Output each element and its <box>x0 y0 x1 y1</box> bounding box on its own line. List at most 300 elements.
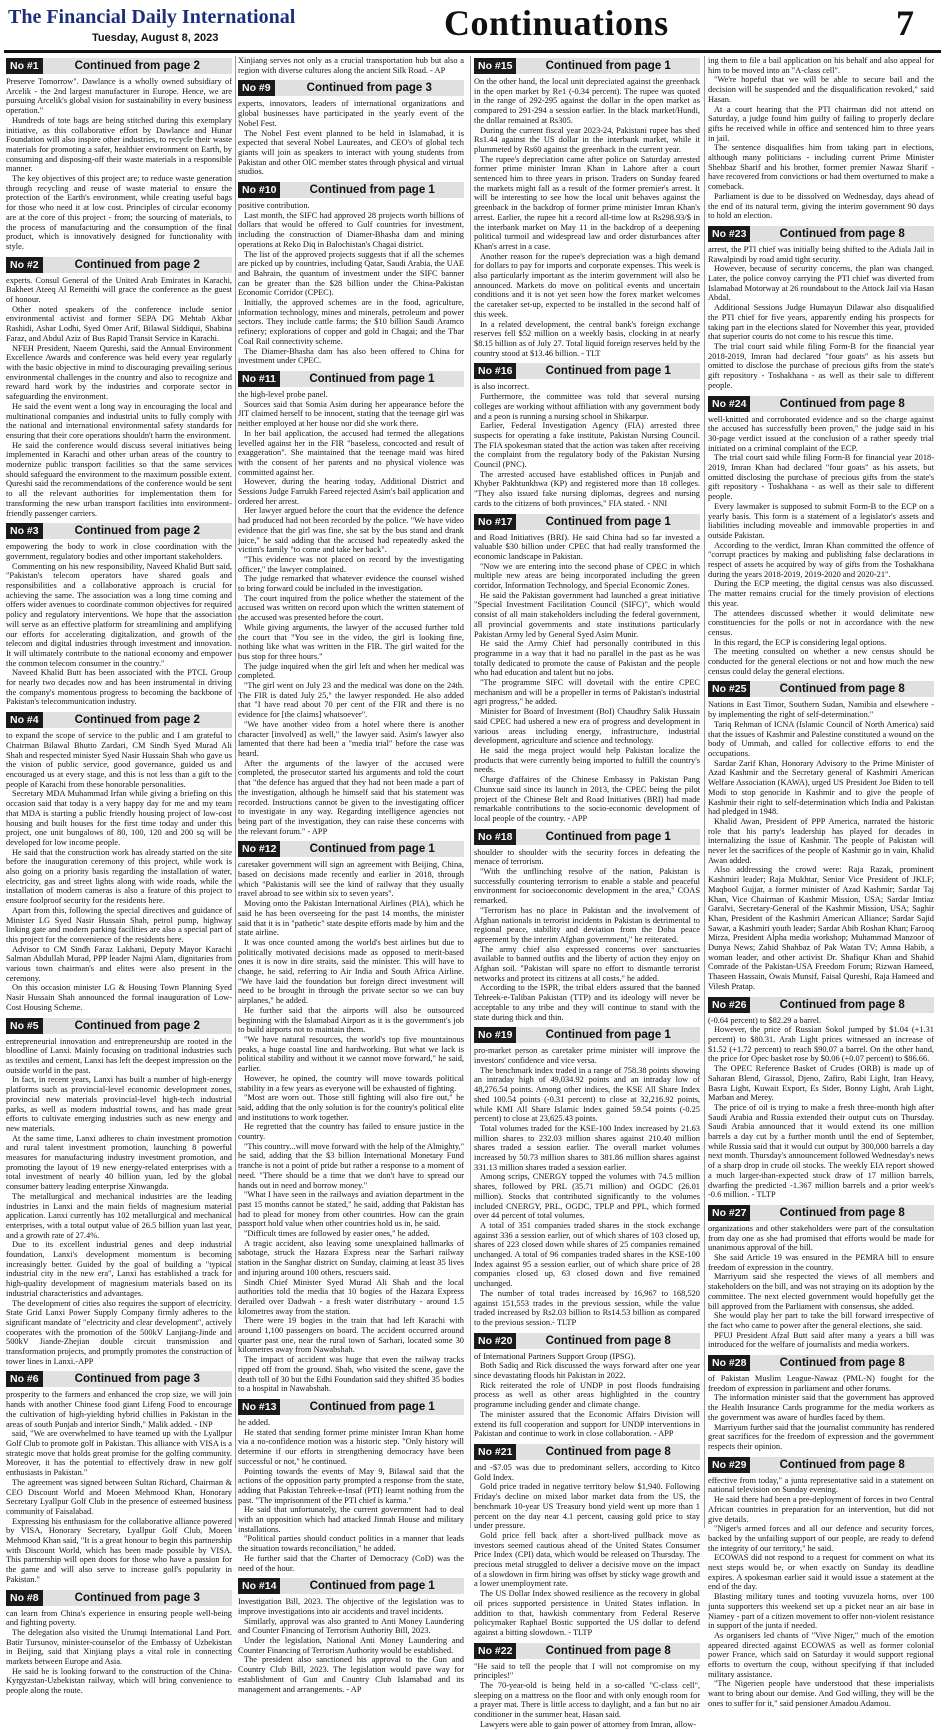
story-paragraph: Commenting on his new responsibility, Naveed Khalid Butt said, "Pakistan's telecom operators have shared goals and responsibilities and a collaborative approach is crucial for achieving the same. The association was a long time coming and offers wider avenues to coordinate common objectives for required policy and regulatory interventions. We hope that the association will serve as an effective platform for streamlining and amplifying our efforts for accelerating digitalization, and growth of the telecom and digital industries through investment and innovation. It will ultimately contribute to the national economy and empower the common telecom consumer in the country." <box>6 561 232 668</box>
story-paragraph: (-0.64 percent) to $82.29 a barrel. <box>708 1015 822 1025</box>
continued-from-label: Continued from page 1 <box>516 514 700 530</box>
story-paragraph: Sindh Chief Minister Syed Murad Ali Shah and the local authorities told the media that 10 bogies of the Hazara Express derailed over Dadwah - a fresh water distributary - around 1.5 kilometres away from the station. <box>238 1277 464 1316</box>
continued-from-label: Continued from page 1 <box>280 182 464 198</box>
story-paragraph: Khalid Awan, President of PPP America, narrated the historic role that his party's leadership has played for decades in internalizing the issue of Kashmir. The people of Pakistan will never let the sacrifices of the people of Kashmir go in vain, Khalid Awan added. <box>708 816 934 865</box>
continuation-block <box>474 1027 700 1327</box>
continued-from-label: Continued from page 2 <box>43 712 232 728</box>
story-paragraph: the high-level probe panel. <box>238 389 328 399</box>
continued-from-label: Continued from page 8 <box>750 226 934 242</box>
story-number-badge: No #3 <box>6 523 43 539</box>
story-body <box>708 1016 934 1200</box>
story-paragraph: According to the ISPR, the tribal elders assured that the banned Tehreek-e-Taliban Pakistan (TTP) and its ideology will never be acceptable to any tribe and they will continue to stand with the state during thick and thin. <box>474 983 700 1022</box>
story-paragraph: Also addressing the crowd were: Raja Razak, prominent Kashmiri leader; Raja Mukhtar, Senior Vice President of JKLF; Maqbool Gujjar, a former minister of Azad Kashmir; Sardar Taj Khan, Vice Chairman of Kashmir Mission, USA; Sardar Imtiaz Garalvi, Secretary-General of the Kashmir Mission, USA; Saghir Khan, President of the Kashmiri American Alliance; Sardar Sajid Sawar, a Kashmiri youth leader; Sardar Abib Roshan Khan; Farooq Mirza, President Alpha media workshop; Muhammad Manzoor of Dunya News; Zahid Shahbaz of Pak Watan TV; Amna Habib, a woman leader, and other activist Dr. Shafiqur Khan and Shahid Comrade of the Pakistan-USA Freedom Forum; Rizwan Hameed, Thaseen Hassain, Owais Munsif, Faisal Qureshi, Raja Hameed and Vilesh Pratap. <box>708 865 934 991</box>
story-paragraph: experts. Consul General of the United Arab Emirates in Karachi, Bakheet Ateeq Al Remeithi will grace the conference as the guest of honour. <box>6 275 232 305</box>
column-divider <box>704 56 705 1528</box>
continuation-header <box>238 1399 464 1415</box>
story-paragraph: of International Partners Support Group (IPSG). <box>474 1351 636 1361</box>
story-number-badge: No #20 <box>474 1333 516 1349</box>
continuation-block <box>6 1371 232 1584</box>
story-paragraph: He said he is looking forward to the construction of the China-Kyrgyzstan-Uzbekistan railway, which will bring convenience to people along the route. <box>6 1666 232 1696</box>
story-paragraph: The list of the approved projects suggests that if all the schemes are picked up by countries, including Qatar, Saudi Arabia, the UAE and Bahrain, the quantum of investment under the SIFC banner can be greater than the $28 billion under the China-Pakistan Economic Corridor (CPEC). <box>238 249 464 298</box>
story-number-badge: No #15 <box>474 58 516 74</box>
story-paragraph: "The Nigerien people have understood that these imperialists want to bring about our demise. And God willing, they will be the ones to suffer for it," said pensioner Amadou Adamou. <box>708 1679 934 1708</box>
story-paragraph: Her lawyer argued before the court that the evidence the defence had produced had not been recorded by the police. "We have video evidence that the girl was fine, she sat by the bus stand and drank juice," he said adding that the accused had repeatedly asked the victim's family "to come and take her back". <box>238 506 464 555</box>
story-number-badge: No #9 <box>238 80 275 96</box>
continued-from-label: Continued from page 8 <box>750 396 934 412</box>
story-paragraph: Gold price traded in negative territory below $1,940. Following Friday's decline on mixed labor market data from the US, the benchmark 10-year US Treasury bond yield went up more than 1 percent on the day near 4.1 percent, causing gold price to stay under pressure. <box>474 1482 700 1531</box>
story-paragraph: Xinjiang serves not only as a crucial transportation hub but also a region with diverse cultures along the ancient Silk Road. - AP <box>238 56 464 75</box>
story-paragraph: At a court hearing that the PTI chairman did not attend on Saturday, a judge found him guilty of failing to properly declare gifts he received while in office and sentenced him to three years in jail. <box>708 104 934 143</box>
continuation-block <box>708 1457 934 1709</box>
story-paragraph: In a related development, the central bank's foreign exchange reserves fell $52 million on a weekly basis, clocking in at nearly $8.15 billion as of July 27. Total liquid foreign reserves held by the country stood at $13.46 billion. - TLT <box>474 319 700 358</box>
story-body <box>474 533 700 824</box>
story-body <box>474 848 700 1023</box>
continuation-header <box>474 58 700 74</box>
story-body <box>6 1037 232 1367</box>
story-paragraph: "Now we are entering into the second phase of CPEC in which multiple new areas are being incorporated including the green corridor, Information Technology, and Special Economic Zones. <box>474 561 700 591</box>
story-paragraph: caretaker government will sign an agreement with Beijing, China, based on decisions made recently and earlier in 2018, through which "Pakistanis will see the kind of railway that they usually travel abroad to see within six to seven years". <box>238 860 464 899</box>
story-paragraph: The trial court said while filing Form-B for financial year 2018-2019, Imran Khan had declared "four goats" as his assets, but omitted disclosing the purchase of precious gifts from the state's gift repository - Toshakhana - as well as their sale to different people. <box>708 453 934 502</box>
story-number-badge: No #12 <box>238 841 280 857</box>
continuation-header <box>708 1355 934 1371</box>
story-paragraph: Moving onto the Pakistan International Airlines (PIA), which he said he has been overseeing for the past 14 months, the minister said that it is in "pathetic" state despite efforts made by him and the state airline. <box>238 899 465 938</box>
story-paragraph: The Diamer-Bhasha dam has also been offered to China for investment under CPEC. <box>238 346 464 366</box>
story-paragraph: The sentence disqualifies him from taking part in elections, although many politicians - including current Prime Minister Shehbaz Sharif and his brother, former premier Nawaz Sharif - have recovered from convictions or had them overturned to make a comeback. <box>708 143 934 192</box>
story-paragraph: Last month, the SIFC had approved 28 projects worth billions of dollars that would be offered to Gulf countries for investment, including the construction of Diamer-Bhasha dam and mining operations at Reko Diq in Balochistan's Chagai district. <box>238 210 464 249</box>
story-paragraph: "Niger's armed forces and all our defence and security forces, backed by the unfailing support of our people, are ready to defend the integrity of our territory," he said. <box>708 1524 934 1553</box>
story-paragraph: The number of total trades increased by 16,967 to 168,520 against 151,553 trades in the previous session, while the value traded increased by Rs2.03 billion to Rs14.53 billion as compared to the previous session.- TLTP <box>474 1288 700 1327</box>
issue-date: Tuesday, August 8, 2023 <box>92 32 219 44</box>
story-paragraph: Every lawmaker is supposed to submit Form-B to the ECP on a yearly basis. This form is a statement of a legislator's assets and liabilities including moveable and immovable properties in and outside Pakistan. <box>708 501 934 540</box>
story-paragraph: Tariq Rehman of ICNA (Islamic Council of North America) said that the issues of Kashmir and Palestine constituted a wound on the body of Ummah, and called for collective efforts to end the occupations. <box>708 719 934 758</box>
story-paragraph: However, he opined, the country will move towards political stability in a few years as everyone will be exhausted of fighting. <box>238 1073 464 1093</box>
continuation-block <box>474 829 700 1023</box>
story-paragraph: Preserve Tomorrow". Dawlance is a wholly owned subsidiary of Arcelik - the 2nd largest manufacturer in Europe. Hence, we are pursuing Arcelik's global vision for sustainability in every business operation." <box>6 77 232 116</box>
story-paragraph: he added. <box>238 1418 271 1427</box>
story-paragraph: "The girl went on July 23 and the medical was done on the 24th. The FIR is dated July 25," the lawyer responded. He also added that "I have read about 70 per cent of the FIR and there is no evidence for [the claims] whatsoever". <box>238 681 464 720</box>
continued-from-label: Continued from page 8 <box>750 1205 934 1221</box>
story-number-badge: No #2 <box>6 257 43 273</box>
story-paragraph: The rupee's depreciation came after police on Saturday arrested former prime minister Imran Khan in Lahore after a court sentenced him to three years in prison. Traders on Sunday feared the markets might fall as a result of the former premier's arrest. It will be interesting to see how the local unit behaves against the greenback in the backdrop of former prime minister Imran Khan's arrest. Earlier, the rupee hit a record all-time low at Rs298.93/$ in the interbank market on May 11 in the backdrop of a deepening political turmoil and widespread law and order disturbances after Khan's arrest in a case. <box>474 154 700 251</box>
continuation-block <box>474 1333 700 1439</box>
story-paragraph: "This evidence was not placed on record by the investigating officer," the lawyer complained. <box>238 554 464 574</box>
story-paragraph: Charge d'affaires of the Chinese Embassy in Pakistan Pang Chunxue said since its launch in 2013, the CPEC being the pilot project of the Chinese Belt and Road Initiatives (BRI) had made remarkable contributions to the socio-economic development of local people of the country. - APP <box>474 775 700 823</box>
story-paragraph: Parliament is due to be dissolved on Wednesday, days ahead of the end of its natural term, giving the interim government 90 days to hold an election. <box>708 191 934 221</box>
continued-from-label: Continued from page 1 <box>516 829 700 845</box>
story-paragraph: to expand the scope of service to the public and I am grateful to Chairman Bilawal Bhutto Zardari, CM Sindh Syed Murad Ali Shah and respected minister Syed Nasir Hussain Shah who gave us the vision of public service, good governance, guided us and encouraged us at every stage, and this is not less than a gift to the people of Karachi from these honorable personalities. <box>6 731 232 789</box>
story-paragraph: "Difficult times are followed by easier ones," he added. <box>244 1229 430 1239</box>
column-divider <box>470 56 471 1528</box>
story-number-badge: No #27 <box>708 1205 750 1221</box>
continuation-header <box>708 226 934 242</box>
story-body <box>238 860 464 1394</box>
story-body <box>238 56 464 75</box>
continuation-block <box>6 1590 232 1696</box>
story-paragraph: He further said that the airports will also be outsourced beginning with the Islamabad Airport as it is the government's job to build airports not to maintain them. <box>238 1005 464 1035</box>
story-paragraph: As organisers led chants of "Vive Niger," much of the emotion appeared directed against ECOWAS as well as former colonial power France, which said on Saturday it would support regional efforts to overturn the coup, without specifying if that included military assistance. <box>708 1630 934 1679</box>
story-paragraph: "We're hopeful that we will be able to secure bail and the decision will be suspended and the disqualification revoked," said Hasan. <box>708 75 934 104</box>
story-number-badge: No #14 <box>238 1578 280 1594</box>
story-paragraph: On the other hand, the local unit depreciated against the greenback in the open market by Re1 (-0.34 percent). The rupee was quoted in the range of 292-295 against the dollar in the open market as compared to 291-294 a session earlier. In the black market/Hundi, the dollar remained at Rs305. <box>474 77 700 125</box>
story-paragraph: effective from today," a junta representative said in a statement on national television on Sunday evening. <box>708 1475 934 1495</box>
continued-from-label: Continued from page 8 <box>750 997 934 1013</box>
story-paragraph: A tragic accident, also leaving some unexplained hallmarks of sabotage, struck the Hazara Express near the Sarhari railway station in the Sanghar district on Sunday, claiming at least 35 lives and injuring around 100 others, rescuers said. <box>238 1238 464 1277</box>
story-paragraph: "Political parties should conduct politics in a manner that leads the situation towards reconciliation," he added. <box>238 1534 464 1554</box>
story-paragraph: empowering the body to work in close coordination with the government, regulatory bodies and other important stakeholders. <box>6 542 232 561</box>
story-body <box>474 1046 700 1327</box>
story-paragraph: Earlier, Federal Investigation Agency (FIA) arrested three suspects for operating a fake institute, Pakistan Nursing Council. The FIA spokesman stated that the action was taken after receiving the complaint from the regulatory body of the Pakistan Nursing Council (PNC). <box>474 421 700 470</box>
continued-from-label: Continued from page 3 <box>275 80 464 96</box>
story-paragraph: can learn from China's experience in ensuring people well-being and fighting poverty. <box>6 1608 232 1628</box>
continuation-header <box>708 681 934 697</box>
story-body <box>474 382 700 508</box>
story-paragraph: The judge inquired when the girl left and when her medical was completed. <box>238 661 464 681</box>
story-body <box>6 276 232 519</box>
continued-from-label: Continued from page 1 <box>280 841 464 857</box>
story-body <box>708 700 934 991</box>
story-paragraph: The delegation also visited the Urumqi International Land Port. Batir Tursunov, minister-counselor of the Embassy of Uzbekistan in Beijing, said that Xinjiang plays a vital role in connecting markets between Europe and Asia. <box>6 1627 232 1667</box>
story-body <box>238 390 464 836</box>
continuation-block <box>238 56 464 75</box>
story-paragraph: arrest, the PTI chief was initially being shifted to the Adiala Jail in Rawalpindi by road amid tight security. <box>708 244 934 264</box>
story-paragraph: He said that the construction work has already started on the site before the inauguration ceremony of this project, while work is also going on a priority basis regarding the installation of water, electricity, gas and street lights along with wide roads, while the installation of modern cameras is also a feature of this project to ensure foolproof security for the residents here. <box>6 847 232 906</box>
story-paragraph: ing them to file a bail application on his behalf and also appeal for him to be moved into an "A-class cell". <box>708 56 934 75</box>
story-paragraph: The attendees discussed whether it would delimitate new constituencies for the polls or not in accordance with the new census. <box>708 608 934 637</box>
continued-from-label: Continued from page 2 <box>43 58 232 74</box>
continuation-block <box>474 1643 700 1730</box>
continued-from-label: Continued from page 2 <box>43 1018 232 1034</box>
section-title: Continuations <box>444 3 669 43</box>
continuation-block <box>708 396 934 677</box>
continued-from-label: Continued from page 1 <box>280 1399 464 1415</box>
story-paragraph: Other noted speakers of the conference include senior environmental activist and former SEPA DG Mehtab Akbar Rashidi, Ashar Lodhi, Syed Omer Arif, Bilawal Siddiqui, Shabina Faraz, and Abdul Aziz of Bus Rapid Transit Service in Karachi. <box>6 304 232 343</box>
continued-from-label: Continued from page 2 <box>43 523 232 539</box>
story-paragraph: Among scrips, CNERGY topped the volumes with 74.5 million shares, followed by PRL (35.71 million) and OGDC (26.01 million). Stocks that contributed significantly to the volumes included CNERGY, PRL, OGDC, TPLP and PPL, which formed over 44 percent of total volumes. <box>474 1172 700 1221</box>
story-number-badge: No #4 <box>6 712 43 728</box>
story-paragraph: "What I have seen in the railways and aviation department in the past 15 months cannot be stated," he said, adding that Pakistan has had to plead for money from other countries. How can the grain passport hold value when other countries hold us in, he said. <box>238 1190 464 1229</box>
story-paragraph: The president also sanctioned his approval to the Gun and Country Club Bill, 2023. The legislation would pave way for establishment of Gun and Country Club Islamabad and its management and arrangements. - AP <box>238 1655 464 1694</box>
continued-from-label: Continued from page 2 <box>43 257 232 273</box>
story-paragraph: Nations in East Timor, Southern Sudan, Namibia and elsewhere - by implementing the right of self-determination." <box>708 700 934 720</box>
continuation-block <box>238 80 464 177</box>
story-paragraph: Apart from this, following the special directives and guidance of Minister LG Syed Nasir Hussain Shah, petrol pump, highway linking gate and modern parking facilities are also a special part of this project for the convenience of the residents here. <box>6 905 232 944</box>
story-number-badge: No #6 <box>6 1371 43 1387</box>
story-paragraph: Similarly, approval was also granted to Anti Money Laundering and Counter Financing of Terrorism Authority Bill, 2023. <box>238 1616 464 1636</box>
continued-from-label: Continued from page 3 <box>43 1371 232 1387</box>
continued-from-label: Continued from page 1 <box>516 363 700 379</box>
story-paragraph: Initially, the approved schemes are in the food, agriculture, information technology, mines and minerals, petroleum and power sectors. They include cattle farms; the $10 billion Saudi Aramco refinery; explorations of copper and gold in Chagai; and the Thar Coal Rail connectivity scheme. <box>238 298 464 346</box>
story-paragraph: and Road Initiatives (BRI). He said China had so far invested a valuable $30 billion under CPEC that had really transformed the economic landscape in Pakistan. <box>474 532 700 561</box>
column-2 <box>238 56 465 1694</box>
continued-from-label: Continued from page 8 <box>750 681 934 697</box>
story-number-badge: No #10 <box>238 182 280 198</box>
story-paragraph: "We have natural resources, the world's top five mountainous peaks, a huge coastal line and hardworking. But what we lack is political stability and without it we cannot move forward," he said, earlier. <box>238 1034 464 1074</box>
continuation-header <box>6 523 232 539</box>
continuation-block <box>474 514 700 824</box>
story-number-badge: No #1 <box>6 58 43 74</box>
story-paragraph: well-knitted and corroborated evidence and so the charge against the accused has successfully been proven," the judge said in his 30-page verdict issued at the conclusion of a rather speedy trial initiated on a criminal complaint of the ECP. <box>708 414 934 453</box>
story-paragraph: Naveed Khalid Butt has been associated with the PTCL Group for nearly two decades now and has been instrumental in driving the company's momentous progress to becoming the backbone of Pakistan's telecommunication industry. <box>6 668 232 707</box>
continuation-block <box>238 1399 464 1573</box>
continuation-header <box>6 1018 232 1034</box>
story-body <box>238 1418 464 1573</box>
continuation-block <box>708 1205 934 1350</box>
story-paragraph: "This country...will move forward with the help of the Almighty," he said, adding that the $3 billion International Monetary Fund tranche is not a point of pride but rather a response to a moment of need. "There should be a time that we don't have to spread our hands out in need and borrow money." <box>238 1141 464 1190</box>
continuation-header <box>474 1444 700 1460</box>
story-paragraph: Marriyum said she respected the views of all members and stakeholders on the bill, and was not straying on its adoption by the committee. The next elected government would hopefully get the bill approved from the Parliament with consensus, she added. <box>708 1272 934 1311</box>
story-body <box>708 1374 934 1452</box>
story-paragraph: The 70-year-old is being held in a so-called "C-class cell", sleeping on a mattress on the floor and with only enough room for a prayer mat. There is little access to daylight, and a fan but no air conditioner in the summer heat, Hasan said. <box>474 1681 700 1720</box>
page-number: 7 <box>896 3 914 43</box>
story-paragraph: The US Dollar Index showed resilience as the recovery in global oil prices supported persistence in United States inflation. In addition to that, hawkish commentary from Federal Reserve policymaker Raphael Bostic supported the US dollar to defend against a bitting slowdown. - TLTP <box>474 1589 700 1637</box>
story-paragraph: In her bail application, the accused had termed the allegations levelled against her in the FIR "baseless, concocted and result of exaggeration". She maintained that the teenage maid was hired with the consent of her parents and no physical violence was committed against her. <box>238 428 464 477</box>
story-body <box>238 99 464 177</box>
continuation-header <box>6 1371 232 1387</box>
story-paragraph: Pointing towards the events of May 9, Bilawal said that the actions of the opposition party prompted a response from the state, adding that Pakistan Tehreek-e-Insaf (PTI) learnt nothing from the past. "The imprisonment of the PTI chief is karma." <box>238 1466 464 1505</box>
newspaper-brand: The Financial Daily International <box>8 6 296 28</box>
continued-from-label: Continued from page 8 <box>750 1457 934 1473</box>
story-paragraph: He said the conference would discuss several initiatives being implemented in Karachi and other urban areas of the country to modernize public transport facilities so that the same services should safeguard the environment to the maximum possible extent. Qureshi said the recommendations of the conference would be sent to all the relevant authorities for implementation them for transforming the new urban transport facilities into environment-friendly passenger carriers. <box>6 440 232 518</box>
story-paragraph: The court inquired from the police whether the statement of the accused was written on record upon which the written statement of the accused was presented before the court. <box>238 593 464 623</box>
story-paragraph: prosperity to the farmers and enhanced the crop size, we will join hands with another Chinese food giant Lifeng Food to encourage the cultivation of high-yielding hybrid chillies in Pakistan in the areas of south Punjab and interior Sindh," Malik added. - INP <box>6 1390 232 1429</box>
story-number-badge: No #13 <box>238 1399 280 1415</box>
story-paragraph: During the ECP meeting, the digital census was also discussed. The matter remains crucial for the timely provision of elections this year. <box>708 579 934 608</box>
story-paragraph: The judge remarked that whatever evidence the counsel wished to bring forward could be included in the investigation. <box>238 574 464 594</box>
story-paragraph: Secretary MDA Muhammad Irfan while giving a briefing on this occasion said that today is a very happy day for me and my team that MDA is starting a public friendly housing project of low-cost housing and built houses for the first time today and under this project, one unit bungalows of 80, 100, 120 and 200 sq will be developed for low income people. <box>6 789 232 847</box>
story-paragraph: Additional Sessions Judge Humayun Dilawar also disqualified the PTI chief for five years, apparently ending his prospects for taking part in the elections slated for November this year, provided that superior courts do not come to his rescue this time. <box>708 303 934 342</box>
continuation-block <box>474 363 700 508</box>
continued-from-label: Continued from page 8 <box>516 1444 700 1460</box>
story-body <box>708 1224 934 1350</box>
continuation-block <box>474 58 700 358</box>
column-4 <box>708 56 935 1708</box>
story-body <box>238 1597 464 1694</box>
continued-from-label: Continued from page 1 <box>516 1027 700 1043</box>
continuation-header <box>238 1578 464 1594</box>
story-paragraph: Gold price fell back after a short-lived pullback move as investors seemed cautious ahead of the United States Consumer Price Index (CPI) data, which would be released on Thursday. The precious metal struggled to deliver a decisive move on the impact of a slowdown in firm hiring was offset by sticky wage growth and a lower unemployment rate. <box>474 1530 700 1589</box>
continuation-header <box>6 712 232 728</box>
column-divider <box>235 56 236 1528</box>
story-body <box>6 77 232 252</box>
story-paragraph: The development of cities also requires the support of electricity. State Grid Lanxi Power Supply Company firmly adheres to the significant mandate of "electricity and clear development", actively cooperates with the promotion of the 500kV Lanjiang-Jinde and 500kV Jiande-Zhejian double circuit transmission and transformation projects, and promptly promotes the construction of tower lines in Lanxi.-APP <box>6 1298 232 1366</box>
story-paragraph: According to the verdict, Imran Khan committed the offence of "corrupt practices by making and publishing false declarations in respect of assets he acquired by way of gifts from the Toshakhana during the years 2018-2019, 2019-2020 and 2020-21". <box>708 540 934 579</box>
story-paragraph: Marriyum further said that the journalist community has rendered great sacrifices for the freedom of expression and the government respects their opinion. <box>708 1422 935 1451</box>
story-paragraph: said, "We are overwhelmed to have teamed up with the Lyallpur Golf Club to promote golf in Pakistan. This alliance with VISA is a strategic move that holds great promise for the golfing community. Moreover, it has the potential to effectively draw in new golf enthusiasts in Pakistan." <box>6 1429 232 1478</box>
story-number-badge: No #29 <box>708 1457 750 1473</box>
story-body <box>474 77 700 358</box>
continuation-block <box>6 58 232 252</box>
story-paragraph: A total of 351 companies traded shares in the stock exchange against 336 a session earlier, out of which shares of 103 closed up, shares of 223 closed down while shares of 25 companies remained unchanged. A total of 96 companies traded shares in the KSE-100 Index against 95 a session earlier, out of which share price of 28 companies closed up, 63 closed down and five remained unchanged. <box>474 1220 700 1289</box>
story-paragraph: He said there had been a pre-deployment of forces in two Central African countries in preparation for an intervention, but did not give details. <box>708 1495 934 1524</box>
story-paragraph: pro-market person as caretaker prime minister will improve the investors' confidence and vice versa. <box>474 1046 700 1065</box>
continued-from-label: Continued from page 8 <box>750 1355 934 1371</box>
story-paragraph: "The programme SIFC will dovetail with the entire CPEC mechanism and will be a propeller in terms of Pakistan's industrial agri progress," he added. <box>474 678 700 707</box>
story-paragraph: Total volumes traded for the KSE-100 Index increased by 21.63 million shares to 232.03 million shares against 210.40 million shares traded a session earlier. The overall market volumes increased by 50.73 million shares to 381.86 million shares against 331.13 million shares traded a session earlier. <box>474 1123 700 1172</box>
continuation-block <box>6 257 232 519</box>
story-paragraph: He stated that sending former prime minister Imran Khan home via a no-confidence motion was a historic step. "Only history will determine if our efforts in strengthening democracy have been successful or not," he continued. <box>238 1427 464 1466</box>
story-paragraph: He further said that the Charter of Democracy (CoD) was the need of the hour. <box>238 1553 464 1573</box>
story-paragraph: Minister for Board of Investment (BoI) Chaudhry Salik Hussain said CPEC had ushered a new era of progress and development in various areas including energy, infrastructure, industrial development, agriculture and science and technology. <box>474 707 700 746</box>
story-paragraph: However, because of security concerns, the plan was changed. Later, the police convoy carrying the PTI chief was diverted from Islamabad Motorway at 26 roundabout to the Attock Jail via Hasan Abdal. <box>708 264 934 303</box>
continuation-header <box>474 363 700 379</box>
story-paragraph: The key objectives of this project are; to reduce waste generation through recycling and reuse of waste material to ensure the protection of the Earth's environment, while creating useful bags for those who need it at low cost. Principles of circular economy are at the core of this project - from; the sourcing of materials, to the process of manufacturing and the consumption of the final product, which is innovatively designed for functionality with style. <box>6 174 232 251</box>
story-paragraph: Both Sadiq and Rick discussed the ways forward after one year since devastating floods hit Pakistan in 2022. <box>474 1361 700 1381</box>
continuation-header <box>6 1590 232 1606</box>
continuation-block <box>708 56 934 221</box>
header-rule <box>4 50 941 53</box>
story-paragraph: In this regard, the ECP is considering legal options. <box>714 637 887 647</box>
story-number-badge: No #26 <box>708 997 750 1013</box>
story-body <box>708 1476 934 1709</box>
continuation-block <box>238 841 464 1394</box>
continuation-header <box>238 841 464 857</box>
story-paragraph: positive contribution. <box>238 201 310 211</box>
continuation-header <box>708 1457 934 1473</box>
continuation-block <box>6 523 232 707</box>
story-paragraph: experts, innovators, leaders of international organizations and global businesses have participated in the yearly event of the Nobel Fest. <box>238 99 464 128</box>
story-paragraph: Expressing his enthusiasm for the collaborative alliance powered by VISA, Honorary Secretary, Lyallpur Golf Club, Moeen Mehmood Khan said, "It is a great honour to begin this partnership with Discount World, which has been made possible by VISA. This partnership will open doors for those who have a passion for the game and will also serve to increase golf's popularity in Pakistan." <box>6 1516 232 1584</box>
story-paragraph: of Pakistan Muslim League-Nawaz (PML-N) fought for the freedom of expression in parliament and other forums. <box>708 1374 934 1393</box>
continuation-header <box>474 1333 700 1349</box>
continuation-block <box>708 997 934 1200</box>
story-number-badge: No #21 <box>474 1444 516 1460</box>
story-paragraph: Hundreds of tote bags are being stitched during this exemplary initiative, as this collaborative effort by Dawlance and Hunar Foundation will also inspire other industries, to recycle their waste materials for promoting a safer, healthier environment on Earth, by consuming and disposing-off their waste materials in a responsible manner. <box>6 115 232 174</box>
story-paragraph: During the current fiscal year 2023-24, Pakistani rupee has shed Rs1.44 against the US dollar in the interbank market, while it plummeted by Rs60 against the greenback in the current year. <box>474 125 700 154</box>
story-paragraph: NFEH President, Naeem Qureshi, said the Annual Environment Excellence Awards and conference was held every year regularly with the basic objective in mind to discouraging prevailing serious environmental challenges in the country and also to recognize and reward hard work by the industries and corporate sector in safeguarding the environment. <box>6 343 232 402</box>
story-number-badge: No #18 <box>474 829 516 845</box>
story-number-badge: No #23 <box>708 226 750 242</box>
story-paragraph: He said that unfortunately, the current government had to deal with an opposition which had attacked Jinnah House and military installations. <box>238 1505 464 1534</box>
story-body <box>6 731 232 1012</box>
story-body <box>6 1609 232 1696</box>
story-number-badge: No #19 <box>474 1027 516 1043</box>
story-paragraph: "We have another video from a hotel where there is another character [involved] as well," the lawyer said. Asim's lawyer also lamented that there had been a "media trial" before the case was heard. <box>238 719 464 758</box>
story-paragraph: While giving arguments, the lawyer of the accused further told the court that "You see in the video, the girl is looking fine, nothing like what was written in the FIR. The girl waited for the bus stop for three hours." <box>238 622 464 661</box>
continuation-block <box>708 226 934 391</box>
continued-from-label: Continued from page 3 <box>43 1590 232 1606</box>
continued-from-label: Continued from page 1 <box>280 371 464 387</box>
story-paragraph: is also incorrect. <box>474 382 530 392</box>
story-body <box>6 1390 232 1584</box>
story-paragraph: shoulder to shoulder with the security forces in defeating the menace of terrorism. <box>474 847 700 867</box>
story-body <box>474 1463 700 1638</box>
story-paragraph: The information minister said that the government has approved the Health Insurance Cards programme for the media workers as the government was aware of hurdles faced by them. <box>708 1393 934 1422</box>
story-paragraph: The Nobel Fest event planned to be held in Islamabad, it is expected that several Nobel Laureates, and CEO's of global tech giants will join as speakers to interact with young students from Pakistan and other OIC member states through physical and virtual studios. <box>238 128 464 177</box>
story-paragraph: PFUJ President Afzal Butt said after many a years a bill was introduced for the welfare of journalists and media workers. <box>708 1330 934 1350</box>
story-paragraph: Furthermore, the committee was told that several nursing colleges are working without affiliation with any government body and a peon is running a nursing school in Shikarpur. <box>474 392 700 421</box>
story-body <box>708 415 934 677</box>
story-paragraph: He said the Pakistan government had launched a great initiative "Special Investment Facilitation Council (SIFC)", which would consist of all main stakeholders including the federal government, all provincial governments and state institutions particularly Pakistan Army led by General Syed Asim Munir. <box>474 590 700 639</box>
story-paragraph: He said the Army Chief had personally contributed in this programme in a way that it had no parallel in the past as he was totally dedicated to promote the cause of Pakistan and the people who had education and talent but no jobs. <box>474 639 700 678</box>
story-number-badge: No #28 <box>708 1355 750 1371</box>
story-number-badge: No #24 <box>708 396 750 412</box>
masthead <box>0 0 945 52</box>
story-paragraph: The metallurgical and mechanical industries are the leading industries in Lanxi and the main fields of magnesium material application. Lanxi currently has 102 metallurgical and mechanical enterprises, with a total output value of 26.5 billion yuan last year, and a growth rate of 27.4%. <box>6 1191 232 1240</box>
story-paragraph: The trial court said while filing Form-B for the financial year 2018-2019, Imran had declared "four goats" as his assets but omitted to disclose the purchase of precious gifts from the state's gift repository - Toshakhana - as well as their sale to different people. <box>708 341 934 390</box>
continued-from-label: Continued from page 1 <box>516 58 700 74</box>
story-paragraph: However, the price of Russian Sokol jumped by $1.04 (+1.31 percent) to $80.31. Arab Light prices witnessed an increase of $1.52 (+1.72 percent) to reach $90.07 a barrel. On the other hand, the price for Opec basket rose by $0.06 (+0.07 percent) to $86.66. <box>708 1025 934 1064</box>
story-paragraph: ECOWAS did not respond to a request for comment on what its next steps would be, or when exactly on Sunday its deadline expires. A spokesman earlier said it would issue a statement at the end of the day. <box>708 1553 934 1592</box>
continuation-block <box>708 1355 934 1452</box>
story-paragraph: Advisor to CM Sindh Faraz Lakhani, Deputy Mayor Karachi Salman Abdullah Murad, PPP leader Najmi Alam, dignitaries from various town chairman's and elites were also present in the ceremony. <box>6 944 232 983</box>
continuation-block <box>6 712 232 1012</box>
continuation-header <box>6 257 232 273</box>
continuation-header <box>474 1643 700 1659</box>
story-body <box>474 1352 700 1439</box>
continuation-header <box>708 396 934 412</box>
story-paragraph: organizations and other stakeholders were part of the consultation from day one as she had promised that efforts would be made for unanimous approval of the bill. <box>708 1223 934 1253</box>
continuation-header <box>474 1027 700 1043</box>
story-number-badge: No #16 <box>474 363 516 379</box>
story-paragraph: The meeting consulted on whether a new census should be conducted for the general elections or not and how much the new census could delay the general elections. <box>708 647 934 676</box>
continuation-block <box>474 1444 700 1638</box>
story-paragraph: The agreement was signed between Sultan Richard, Chairman & CEO Discount World and Moeen Mehmood Khan, Honorary Secretary Lyallpur Golf Club in the presence of esteemed business community of Faisalabad. <box>6 1477 232 1516</box>
continuation-header <box>238 80 464 96</box>
story-paragraph: He regretted that the country has failed to ensure justice in the country. <box>238 1122 464 1142</box>
story-paragraph: "Terrorism has no place in Pakistan and the involvement of Afghan nationals in terrorist incidents in Pakistan is detrimental to regional peace, stability and deviation from the Doha peace agreement by the interim Afghan government," he reiterated. <box>474 905 700 944</box>
story-body <box>708 56 934 221</box>
continuation-header <box>238 182 464 198</box>
story-paragraph: Under the legislation, National Anti Money Laundering and Counter Financing of Terrorism Authority would be established. <box>238 1636 464 1655</box>
story-number-badge: No #22 <box>474 1643 516 1659</box>
story-paragraph: There were 19 bogies in the train that had left Karachi with around 1,100 passengers on board. The accident occurred around quarter past one, near the rural town of Sarhari, located some 30 kilometres away from Nawabshah. <box>238 1316 464 1355</box>
continued-from-label: Continued from page 1 <box>280 1578 464 1594</box>
story-paragraph: "He said to tell the people that I will not compromise on my principles!" <box>474 1661 700 1681</box>
continuation-header <box>6 58 232 74</box>
story-paragraph: The price of oil is trying to make a fresh three-month high after Saudi Arabia and Russia extended their output cuts on Thursday. Saudi Arabia announced that it would extend its one million barrels a day cut by a further month until the end of September, while Russia said that it would cut output by 300,000 barrels a day next month. Thursday's announcement followed Wednesday's news of a sharp drop in crude oil stocks. The weekly EIA report showed a much larger-than-expected stock draw of 17 million barrels, dwarfing the predicted -1.367 million barrels and a prior week's -0.6 million. - TLTP <box>708 1102 934 1200</box>
story-body <box>6 542 232 707</box>
story-paragraph: Due to its excellent industrial genes and deep industrial foundation, Lanxi's development momentum is becoming increasingly better. Guided by the goal of building a "typical industrial city in the new era", Lanxi has established a track for high-quality development of magnesium materials based on its industrial characteristics and advantages. <box>6 1240 232 1298</box>
continuation-header <box>238 371 464 387</box>
story-paragraph: Another reason for the rupee's depreciation was a high demand for dollars to pay for imports and corporate expenses. This week is also particularly important as the interim government will also be announced. Markets do move on political events and uncertain conditions and it is not yet seen how the forex market welcomes the caretaker set-up, expected to be installed in the second half of this week. <box>474 251 700 319</box>
continuation-block <box>238 1578 464 1694</box>
story-number-badge: No #17 <box>474 514 516 530</box>
continuation-header <box>708 1205 934 1221</box>
story-body <box>708 245 934 391</box>
story-paragraph: The army chief also expressed concerns over sanctuaries available to banned outfits and the liberty of action they enjoy on Afghan soil. "Pakistan will spare no effort to dismantle terrorist networks and protect its citizens at all costs," he added. <box>474 944 700 983</box>
story-paragraph: He said the event went a long way in encouraging the local and multinational companies and industrial units to fully comply with the national and international environmental safety standards for ensuring that their core operations shouldn't harm the environment. <box>6 401 232 440</box>
continuation-header <box>474 514 700 530</box>
story-paragraph: entrepreneurial innovation and entrepreneurship are rooted in the bloodline of Lanxi. Mainly focusing on traditional industries such as textiles and cement, Lanxi has left the deepest impression on the outside world in the past. <box>6 1036 232 1075</box>
continued-from-label: Continued from page 8 <box>516 1333 700 1349</box>
continued-from-label: Continued from page 8 <box>516 1643 700 1659</box>
story-paragraph: At the same time, Lanxi adheres to chain investment promotion and rural talent investment promotion, launching 8 powerful measures for manufacturing industry investment promotion, and promoting the layout of 19 new energy-related enterprises with a total investment of nearly 40 billion yuan, led by the global consumer battery leading enterprise Xinwangda. <box>6 1133 232 1192</box>
story-number-badge: No #5 <box>6 1018 43 1034</box>
story-paragraph: Sardar Zarif Khan, Honorary Advisory to the Prime Minister of Azad Kashmir and the Secretary general of Kashmiri American Welfare Association (KAWA), urged US President Joe Biden to tell Modi to stop genocide in Kashmir and to give the people of Kashmir their right to self-determination which India and Pakistan had pledged in 1948. <box>708 758 934 817</box>
story-paragraph: Rick reiterated the role of UNDP in post floods fundraising process as well as other areas highlighted in the country programme including gender and climate change. <box>474 1380 700 1410</box>
story-number-badge: No #11 <box>238 371 280 387</box>
story-paragraph: He said the mega project would help Pakistan localize the products that were currently being imported to fulfill the country's needs. <box>474 746 700 775</box>
story-paragraph: The benchmark index traded in a range of 758.38 points showing an intraday high of 49,034.92 points and an intraday low of 48,276.54 points. Among other indices, the KSE All Share Index shed 100.54 points (-0.31 percent) to close at 32,216.92 points, while KMI All Share Islamic Index gained 59.54 points (-0.25 percent) to close at 23,625.43 points. <box>474 1065 700 1124</box>
story-body <box>474 1662 700 1730</box>
continuation-header <box>708 997 934 1013</box>
story-paragraph: She said Article 19 was ensured in the PEMRA bill to ensure freedom of expression in the country. <box>708 1253 934 1272</box>
story-paragraph: Investigation Bill, 2023. The objective of the legislation was to improve investigations into air accidents and travel incidents. <box>238 1597 464 1616</box>
column-1 <box>6 56 232 1696</box>
story-number-badge: No #8 <box>6 1590 43 1606</box>
story-paragraph: The impact of accident was huge that even the railway tracks ripped off from the ground. Shah, who visited the scene, gave the death toll of 30 but the Edhi Foundation said they shifted 35 bodies to a hospital in Nawabshah. <box>238 1355 464 1394</box>
story-paragraph: After the arguments of the lawyer of the accused were completed, the prosecutor started his arguments and told the court that "the defence has argued that they had not been made a part of the investigation, although he himself said that his statement was recorded. Instructions cannot be given to the investigating officer to investigate in any way. Regarding intelligence agencies not being part of the investigation, they can raise these concerns with the relevant forum." - APP <box>238 758 464 836</box>
continuation-block <box>6 1018 232 1367</box>
story-paragraph: The arrested accused have established offices in Punjab and Khyber Pakhtunkhwa (KP) and registered more than 18 colleges. "They also issued fake nursing diplomas, degrees and nursing cards to the citizens of both provinces," FIA stated. - NNI <box>474 469 700 508</box>
story-paragraph: Lawyers were able to gain power of attorney from Imran, allow- <box>480 1719 697 1729</box>
story-paragraph: She would play her part to take the bill forward irrespective of the fact who came to power after the general elections, she said. <box>708 1311 934 1330</box>
story-paragraph: It was once counted among the world's best airlines but due to politically motivated decisions made as opposed to merit-based ones it is now in dire straits, said the minister. This will have to change, he said, referring to Air India and South Africa Airline. "We have laid the foundation but foreign direct investment will need to be brought in through the private sector so we can buy airplanes," he added. <box>238 937 464 1006</box>
story-paragraph: "With the unflinching resolve of the nation, Pakistan is successfully countering terrorism to enable a stable and peaceful environment for socioeconomic development in the area," COAS remarked. <box>474 867 700 906</box>
story-paragraph: and -$7.05 was due to predominant sellers, according to Kitco Gold Index. <box>474 1463 700 1482</box>
story-paragraph: In fact, in recent years, Lanxi has built a number of high-energy platforms such as provincial-level economic development zones, provincial new materials provincial-level high-tech industrial parks, as well as modern industrial towns, and has made great efforts to cultivate emerging industries such as new energy and new materials. <box>6 1075 232 1133</box>
story-paragraph: The minister assured that the Economic Affairs Division will extend its full cooperation and support for UNDP interventions in Pakistan and continue to work in close collaboration. - APP <box>474 1409 700 1439</box>
